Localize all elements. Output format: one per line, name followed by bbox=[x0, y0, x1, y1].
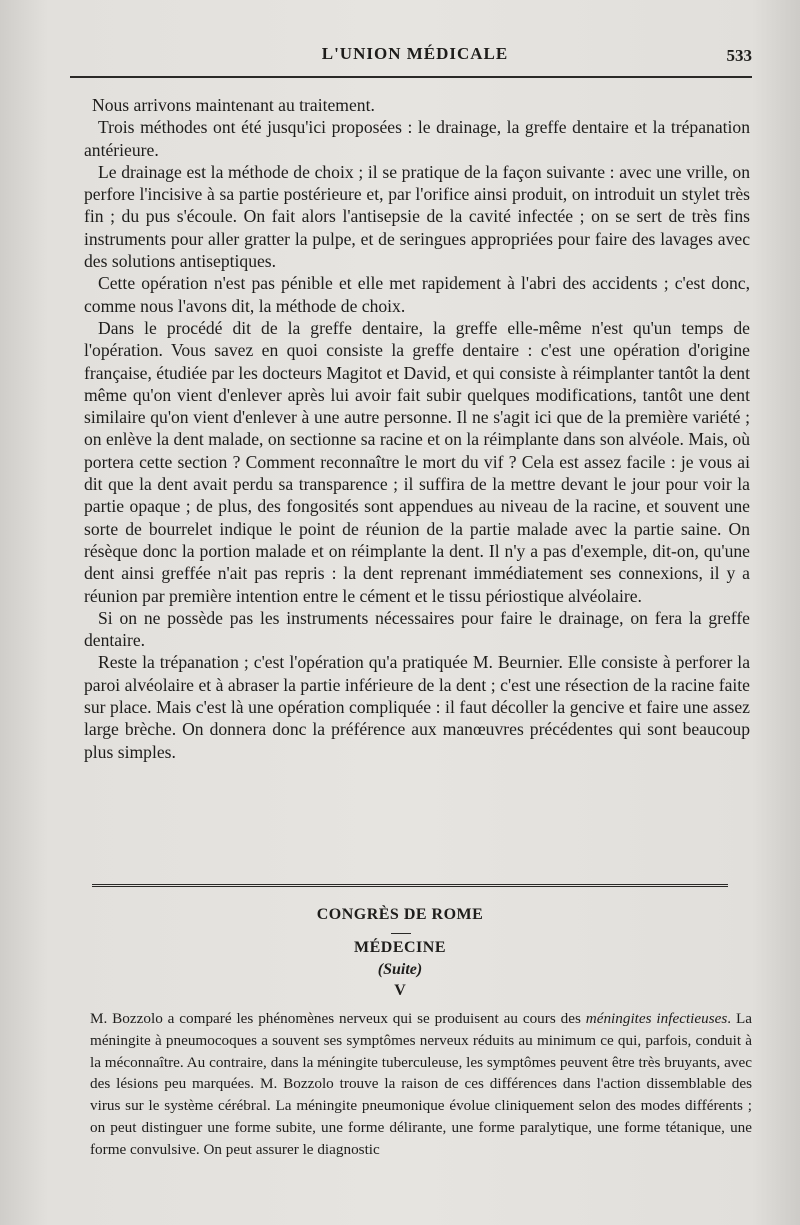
paragraph-1: Nous arrivons maintenant au traitement. bbox=[92, 95, 375, 115]
paragraph-7: Reste la trépanation ; c'est l'opération qu'a pratiquée M. Beurnier. Elle consiste à perforer la paroi alvéolaire et à abraser la partie inférieure de la dent ; c'est une résection de la racine faite sur place. Mais c'est là une opération compliquée : il faut décoller la gencive et faire une assez large brèche. On donnera donc la préférence aux manœuvres précédentes qui sont beaucoup plus simples. bbox=[84, 652, 750, 762]
page-header bbox=[70, 44, 760, 74]
section-paragraph bbox=[90, 1008, 752, 1161]
section-text-italic: méningites infectieuses bbox=[585, 1010, 728, 1027]
paragraph-6: Si on ne possède pas les instruments nécessaires pour faire le drainage, on fera la greffe dentaire. bbox=[84, 607, 750, 651]
running-title: L'UNION MÉDICALE bbox=[321, 44, 509, 63]
article-body bbox=[84, 94, 750, 763]
page-number: 533 bbox=[726, 46, 752, 65]
paragraph-5: Dans le procédé dit de la greffe dentaire, la greffe elle-même n'est qu'un temps de l'opération. Vous savez en quoi consiste la greffe dentaire : c'est une opération d'origine française, étudiée par les docteurs Magitot et David, et qui consiste à réimplanter tantôt la dent même qu'on vient d'enlever après lui avoir fait subir quelques modifications, tantôt une dent similaire qu'on vient d'enlever à une autre personne. Il ne s'agit ici que de la première variété ; on enlève la dent malade, on sectionne sa racine et on la réimplante dans son alvéole. Mais, où portera cette section ? Comment reconnaître le mort du vif ? Cela est assez facile : je vous ai dit que la dent avait perdu sa transparence ; il suffira de la mettre devant le jour pour voir la partie opaque ; de plus, des fongosités sont appendues au niveau de la racine, et souvent une sorte de bourrelet indique le point de réunion de la partie malade avec la partie saine. On résèque donc la portion malade et on réimplante la dent. Il n'y a pas d'exemple, dit-on, qu'une dent ainsi greffée n'ait pas repris : la dent reprenant immédiatement ses connexions, il y a réunion par première intention entre le cément et le tissu périostique alvéolaire. bbox=[84, 317, 750, 606]
paragraph-3: Le drainage est la méthode de choix ; il se pratique de la façon suivante : avec une vrille, on perfore l'incisive à sa partie postérieure et, par l'orifice ainsi produit, on introduit un stylet très fin ; du pus s'écoule. On fait alors l'antisepsie de la cavité infectée ; on se sert de très fins instruments pour aller gratter la pulpe, et de seringues appropriées pour faire des lavages avec des solutions antiseptiques. bbox=[84, 161, 750, 272]
paragraph-4: Cette opération n'est pas pénible et elle met rapidement à l'abri des accidents ; c'est donc, comme nous l'avons dit, la méthode de choix. bbox=[84, 273, 750, 316]
paragraph-2: Trois méthodes ont été jusqu'ici proposées : le drainage, la greffe dentaire et la trépanation antérieure. bbox=[84, 117, 750, 160]
subtitle-rule bbox=[391, 933, 411, 934]
section-text-start: M. Bozzolo a comparé les phénomènes nerveux qui se produisent au cours des bbox=[90, 1010, 586, 1027]
section-body bbox=[90, 1008, 752, 1161]
section-roman-numeral: V bbox=[394, 982, 406, 999]
section-divider bbox=[92, 884, 728, 890]
header-rule bbox=[70, 76, 752, 78]
section-text-rest: . La méningite à pneumocoques a souvent ses symptômes nerveux réduits au minimum ce qui, parfois, conduit à la méconnaître. Au contraire, dans la méningite tuberculeuse, les symptômes peuvent être très bruyants, avec des lésions peu marquées. M. Bozzolo trouve la raison de ces différences dans l'action dissemblable des virus sur le système cérébral. La méningite pneumonique évolue cliniquement selon des modes différents ; on peut distinguer une forme subite, une forme délirante, une forme paralytique, une forme tétanique, une forme convulsive. On peut assurer le diagnostic bbox=[90, 1010, 752, 1158]
section-title: CONGRÈS DE ROME bbox=[316, 906, 484, 923]
section-subtitle: MÉDECINE bbox=[353, 939, 446, 956]
section-suite: (Suite) bbox=[377, 961, 423, 978]
